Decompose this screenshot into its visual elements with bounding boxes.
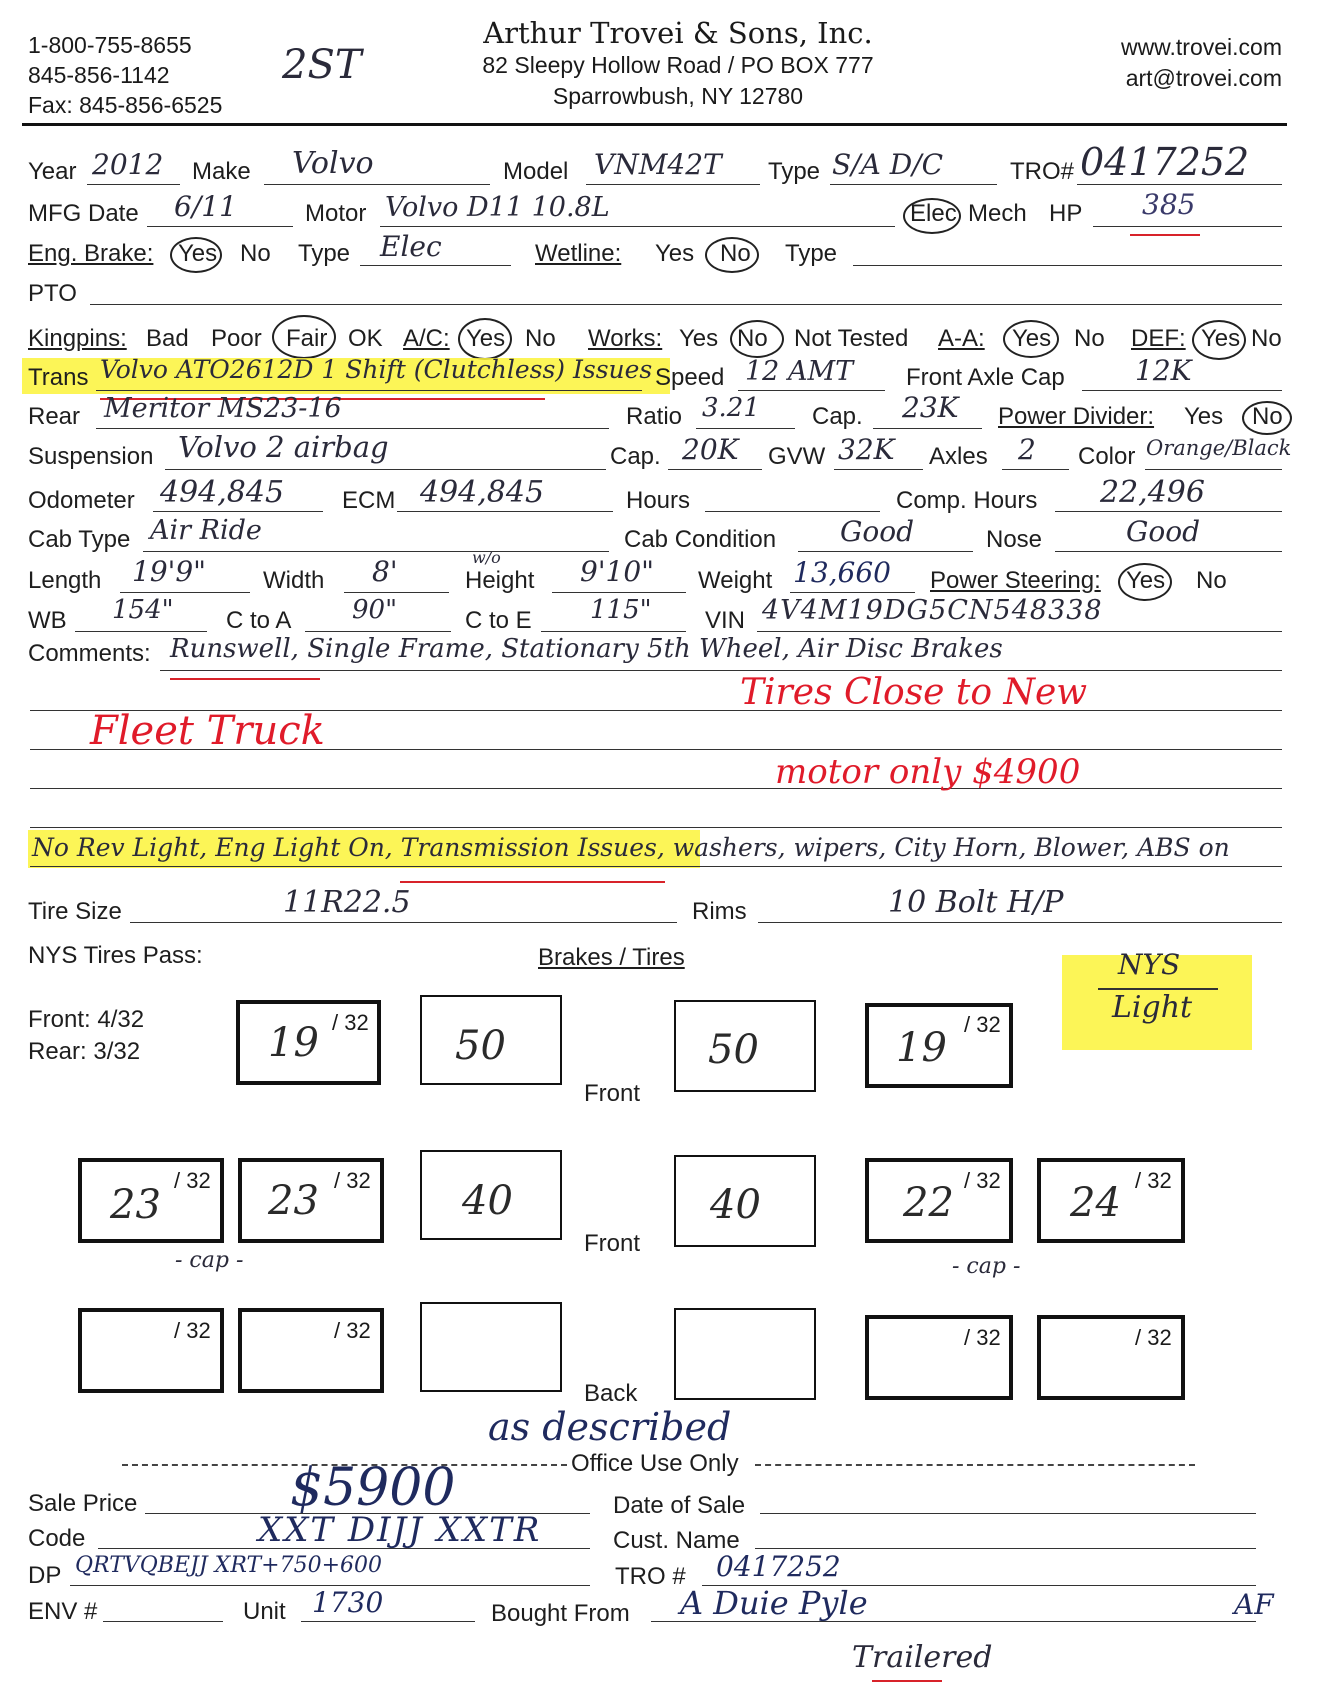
label-gvw: GVW (768, 443, 826, 470)
comment-line-1: Runswell, Single Frame, Stationary 5th Wheel, Air Disc Brakes (170, 634, 1003, 664)
label-speed: Speed (655, 364, 725, 391)
tire-frac-front-right: / 32 (964, 1012, 1001, 1037)
label-eng-brake-type: Type (298, 240, 351, 267)
label-c-to-e: C to E (465, 607, 532, 634)
note-trailered: Trailered (852, 1640, 993, 1675)
power-divider-no: No (1252, 403, 1283, 430)
value-rims: 10 Bolt H/P (888, 885, 1064, 920)
tire-frac-r4: / 32 (1135, 1325, 1172, 1350)
value-gvw: 32K (838, 433, 895, 466)
value-color: Orange/Black (1146, 436, 1292, 460)
circle-wetline-no (705, 237, 759, 273)
works-no: No (737, 325, 768, 352)
label-axles: Axles (929, 443, 988, 470)
label-year: Year (28, 158, 77, 185)
label-wetline-type: Type (785, 240, 838, 267)
label-length: Length (28, 567, 102, 594)
value-cab-type: Air Ride (150, 515, 262, 546)
ac-yes: Yes (466, 325, 506, 352)
value-motor: Volvo D11 10.8L (385, 192, 610, 223)
stock-note: 2ST (282, 42, 362, 88)
tire-frac-r3: / 32 (964, 1325, 1001, 1350)
value-bought-from: A Duie Pyle (680, 1584, 868, 1622)
label-cust-name: Cust. Name (613, 1527, 740, 1554)
wetline-no: No (720, 240, 751, 267)
value-eng-brake-type: Elec (380, 230, 442, 263)
kingpins-poor: Poor (211, 325, 262, 352)
label-odometer: Odometer (28, 487, 135, 514)
value-odometer: 494,845 (160, 475, 285, 510)
label-kingpins: Kingpins: (28, 325, 127, 352)
power-steering-no: No (1196, 567, 1227, 594)
ac-no: No (525, 325, 556, 352)
brake-value-front-left: 50 (455, 1023, 506, 1069)
label-front-2: Front (584, 1230, 641, 1257)
label-works: Works: (588, 325, 663, 352)
label-back: Back (584, 1380, 638, 1407)
value-model: VNM42T (594, 148, 722, 181)
brake-value-front-right: 50 (708, 1027, 759, 1073)
header-rule (22, 123, 1287, 126)
circle-works-no (730, 320, 784, 358)
aa-no: No (1074, 325, 1105, 352)
label-trans: Trans (28, 364, 89, 391)
label-date-of-sale: Date of Sale (613, 1492, 746, 1519)
label-height: Height (465, 567, 535, 594)
label-width: Width (263, 567, 325, 594)
tire-value-d4: 24 (1070, 1180, 1121, 1226)
tire-frac-r2: / 32 (334, 1318, 371, 1343)
value-comp-hours: 22,496 (1100, 475, 1205, 510)
tire-frac-d3: / 32 (964, 1168, 1001, 1193)
value-tro-2: 0417252 (716, 1550, 841, 1583)
value-suspension: Volvo 2 airbag (178, 430, 389, 464)
label-color: Color (1078, 443, 1136, 470)
circle-ac-yes (458, 318, 512, 360)
label-front-axle-cap: Front Axle Cap (906, 364, 1065, 391)
value-rear: Meritor MS23-16 (104, 393, 342, 424)
label-vin: VIN (705, 607, 746, 634)
value-height: 9'10" (580, 555, 655, 588)
label-code: Code (28, 1525, 86, 1552)
label-suspension: Suspension (28, 443, 154, 470)
label-ac: A/C: (403, 325, 450, 352)
works-yes: Yes (679, 325, 719, 352)
cap-note-right: - cap - (952, 1254, 1021, 1279)
value-trans: Volvo ATO2612D 1 Shift (Clutchless) Issues (100, 355, 653, 384)
label-front-1: Front (584, 1080, 641, 1107)
brake-value-d-right: 40 (710, 1182, 761, 1228)
label-brakes-tires: Brakes / Tires (538, 944, 685, 971)
value-cab-condition: Good (840, 515, 915, 548)
value-unit: 1730 (312, 1586, 384, 1619)
kingpins-ok: OK (348, 325, 383, 352)
label-rims: Rims (692, 898, 747, 925)
power-steering-yes: Yes (1126, 567, 1166, 594)
tire-value-d2: 23 (268, 1178, 319, 1224)
label-mfg-date: MFG Date (28, 200, 139, 227)
value-vin: 4V4M19DG5CN548338 (762, 595, 1103, 626)
label-nose: Nose (986, 526, 1043, 553)
label-ratio: Ratio (626, 403, 683, 430)
value-c-to-e: 115" (590, 595, 652, 625)
comment-line-2: Tires Close to New (740, 672, 1088, 713)
label-dp: DP (28, 1562, 62, 1589)
tire-frac-d2: / 32 (334, 1168, 371, 1193)
value-ecm: 494,845 (420, 475, 545, 510)
tire-value-front-left: 19 (268, 1020, 319, 1066)
label-aa: A-A: (938, 325, 985, 352)
value-code: XXT DIJJ XXTR (258, 1510, 542, 1550)
power-divider-yes: Yes (1184, 403, 1224, 430)
label-hours: Hours (626, 487, 691, 514)
label-rear-cap: Cap. (812, 403, 863, 430)
label-tro-hash: TRO # (615, 1563, 686, 1590)
circle-aa-yes (1003, 320, 1059, 358)
label-motor: Motor (305, 200, 367, 227)
value-susp-cap: 20K (682, 433, 739, 466)
phone-local: 845-856-1142 (28, 62, 170, 88)
nys-note-line-2: Light (1112, 990, 1193, 1025)
circle-power-divider-no (1242, 401, 1292, 435)
nys-note-line-1: NYS (1118, 948, 1181, 981)
label-tire-size: Tire Size (28, 898, 122, 925)
value-tire-size: 11R22.5 (283, 885, 411, 920)
value-year: 2012 (92, 148, 164, 181)
rear-spec: Rear: 3/32 (28, 1038, 141, 1065)
label-rear: Rear (28, 403, 81, 430)
value-ratio: 3.21 (702, 393, 760, 423)
label-wetline: Wetline: (535, 240, 622, 267)
value-mfg-date: 6/11 (174, 190, 237, 223)
circle-kingpins-fair (272, 315, 336, 359)
label-type: Type (768, 158, 821, 185)
label-elec: Elec (910, 200, 957, 227)
label-wb: WB (28, 607, 67, 634)
label-ecm: ECM (342, 487, 396, 514)
value-hp: 385 (1142, 188, 1196, 221)
brake-box-r-left (420, 1302, 562, 1392)
phone-tollfree: 1-800-755-8655 (28, 32, 192, 58)
front-spec: Front: 4/32 (28, 1006, 145, 1033)
label-weight: Weight (698, 567, 773, 594)
label-sale-price: Sale Price (28, 1490, 138, 1517)
value-axles: 2 (1018, 433, 1036, 466)
tire-frac-r1: / 32 (174, 1318, 211, 1343)
wetline-yes: Yes (655, 240, 695, 267)
value-tro: 0417252 (1080, 140, 1250, 184)
note-as-described: as described (488, 1405, 732, 1449)
value-dp: QRTVQBEJJ XRT+750+600 (75, 1553, 383, 1578)
tire-frac-d1: / 32 (174, 1168, 211, 1193)
aa-yes: Yes (1012, 325, 1052, 352)
email: art@trovei.com (1125, 65, 1282, 91)
value-initials: AF (1234, 1588, 1274, 1621)
company-name: Arthur Trovei & Sons, Inc. (483, 16, 873, 50)
value-nose: Good (1126, 515, 1201, 548)
brake-value-d-left: 40 (462, 1178, 513, 1224)
value-c-to-a: 90" (352, 595, 398, 625)
value-front-axle-cap: 12K (1135, 354, 1192, 387)
website: www.trovei.com (1120, 34, 1282, 60)
value-rear-cap: 23K (902, 391, 959, 424)
brake-box-r-right (674, 1308, 816, 1400)
value-width: 8' (372, 555, 398, 588)
works-not-tested: Not Tested (794, 325, 909, 352)
label-hp: HP (1049, 200, 1083, 227)
label-mech: Mech (968, 200, 1027, 227)
label-c-to-a: C to A (226, 607, 292, 634)
label-susp-cap: Cap. (610, 443, 661, 470)
circle-power-steering-yes (1118, 563, 1172, 601)
label-cab-condition: Cab Condition (624, 526, 777, 553)
tire-value-front-right: 19 (896, 1025, 947, 1071)
label-model: Model (503, 158, 569, 185)
tire-value-d3: 22 (903, 1180, 954, 1226)
company-city: Sparrowbush, NY 12780 (552, 83, 804, 109)
company-address: 82 Sleepy Hollow Road / PO BOX 777 (482, 52, 874, 78)
cap-note-left: - cap - (175, 1248, 244, 1273)
eng-brake-no: No (240, 240, 271, 267)
comment-line-5: No Rev Light, Eng Light On, Transmission Issues, washers, wipers, City Horn, Blower, ABS on (32, 833, 1230, 862)
value-wb: 154" (112, 595, 174, 625)
label-def: DEF: (1131, 325, 1186, 352)
header-web (1121, 32, 1282, 94)
value-length: 19'9" (132, 555, 207, 588)
value-type: S/A D/C (832, 148, 944, 181)
label-comp-hours: Comp. Hours (896, 487, 1038, 514)
circle-elec (903, 198, 961, 234)
label-nys-tires-pass: NYS Tires Pass: (28, 942, 203, 969)
label-comments: Comments: (28, 640, 151, 667)
label-bought-from: Bought From (491, 1600, 630, 1627)
def-yes: Yes (1201, 325, 1241, 352)
tire-value-d1: 23 (110, 1182, 161, 1228)
tire-frac-d4: / 32 (1135, 1168, 1172, 1193)
label-power-divider: Power Divider: (998, 403, 1155, 430)
height-note: w/o (472, 548, 501, 567)
label-env: ENV # (28, 1598, 98, 1625)
comment-line-3: Fleet Truck (90, 708, 325, 754)
fax-number: Fax: 845-856-6525 (28, 92, 223, 118)
label-cab-type: Cab Type (28, 526, 131, 553)
value-sale-price: $5900 (290, 1458, 456, 1518)
comment-line-4: motor only $4900 (775, 752, 1081, 792)
circle-eng-brake-yes (170, 237, 222, 273)
value-make: Volvo (292, 146, 374, 181)
value-weight: 13,660 (793, 556, 891, 589)
def-no: No (1251, 325, 1282, 352)
value-speed: 12 AMT (745, 356, 854, 387)
tire-frac-front-left: / 32 (332, 1010, 369, 1035)
label-pto: PTO (28, 280, 77, 307)
label-unit: Unit (243, 1598, 286, 1625)
label-tro: TRO# (1010, 158, 1075, 185)
kingpins-fair: Fair (286, 325, 328, 352)
label-power-steering: Power Steering: (930, 567, 1101, 594)
label-eng-brake: Eng. Brake: (28, 240, 154, 267)
kingpins-bad: Bad (146, 325, 189, 352)
label-make: Make (192, 158, 251, 185)
label-office-use-only: Office Use Only (571, 1450, 739, 1477)
circle-def-yes (1192, 320, 1246, 360)
eng-brake-yes: Yes (178, 240, 218, 267)
